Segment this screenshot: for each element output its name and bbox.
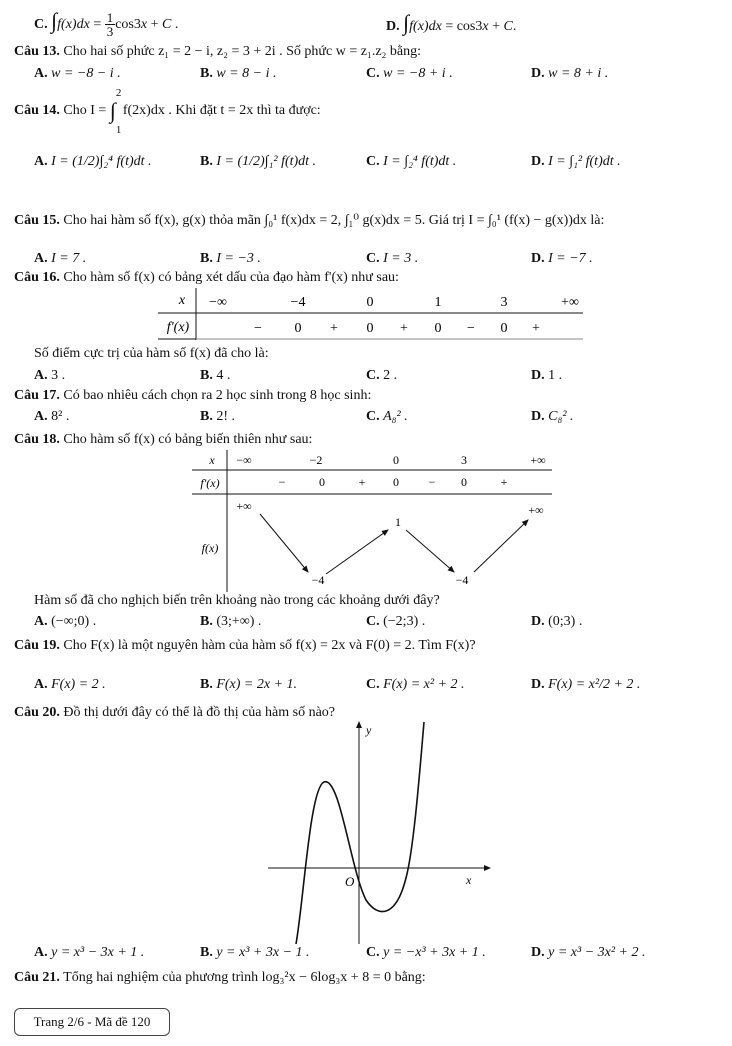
q16-option-a: A. 3 . [34, 368, 66, 383]
q13-option-b: B. w = 8 − i . [200, 66, 277, 81]
q16-option-d: D. 1 . [531, 368, 563, 383]
question-14 [14, 87, 321, 136]
q12-option-d: D. ∫f(x)dx = cos3x + C. [386, 10, 517, 35]
q16-option-c: C. 2 . [366, 368, 398, 383]
q18-option-a: A. (−∞;0) . [34, 614, 97, 629]
sign-value: + [400, 321, 408, 336]
question-text: Cho hàm số f(x) có bảng biến thiên như sau: [63, 432, 313, 447]
page-footer [14, 1008, 170, 1036]
q15-option-a: A. I = 7 . [34, 251, 87, 266]
question-text: Có bao nhiêu cách chọn ra 2 học sinh trong 8 học sinh: [63, 388, 372, 403]
question-19 [14, 638, 476, 654]
q15-option-c: C. I = 3 . [366, 251, 419, 266]
q14-option-a: A. I = (1/2)∫₂⁴ f(t)dt . [34, 154, 152, 169]
q19-option-b: B. F(x) = 2x + 1. [200, 677, 298, 692]
question-text-pre: Cho I = [63, 103, 107, 119]
question-16-sub: Số điểm cực trị của hàm số f(x) đã cho là: [34, 346, 269, 361]
table-f-label: f(x) [201, 541, 219, 555]
q20-option-a: A. y = x³ − 3x + 1 . [34, 945, 145, 960]
sign-value: 0 [434, 321, 442, 336]
q17-option-d: D. C₈² . [531, 409, 574, 424]
sign-value: + [358, 475, 366, 489]
question-18-sub: Hàm số đã cho nghịch biến trên khoảng nào trong các khoảng dưới đây? [34, 593, 440, 608]
q14-option-c: C. I = ∫₂⁴ f(t)dt . [366, 154, 457, 169]
graph-origin-label: O [345, 874, 355, 889]
x-value: −∞ [209, 295, 227, 310]
x-value: +∞ [530, 453, 546, 467]
f-value: +∞ [236, 499, 252, 513]
sign-value: − [467, 321, 475, 336]
x-value: 3 [461, 453, 467, 467]
question-text: Tổng hai nghiệm của phương trình log₃²x − 6log₃x + 8 = 0 bằng: [63, 970, 426, 985]
sign-value: + [500, 475, 508, 489]
sign-value: − [428, 475, 436, 489]
question-text: Đồ thị dưới đây có thể là đồ thị của hàm số nào? [63, 705, 335, 720]
option-key: C. [34, 17, 48, 32]
sign-value: − [278, 475, 286, 489]
question-label: Câu 15. [14, 213, 60, 228]
question-text: Cho hàm số f(x) có bảng xét dấu của đạo hàm f'(x) như sau: [63, 270, 399, 285]
integral-symbol: ∫ 2 1 [109, 87, 122, 136]
cubic-curve [296, 722, 424, 944]
question-15 [14, 212, 604, 229]
sign-value: 0 [393, 475, 399, 489]
variation-arrow [474, 520, 528, 572]
sign-value: 0 [366, 321, 374, 336]
option-key: D. [386, 19, 400, 34]
variation-arrow [326, 530, 388, 574]
q17-option-a: A. 8² . [34, 409, 70, 424]
q19-option-a: A. F(x) = 2 . [34, 677, 106, 692]
question-label: Câu 18. [14, 432, 60, 447]
question-21 [14, 970, 426, 986]
x-value: 0 [366, 295, 374, 310]
x-value: 1 [434, 295, 442, 310]
x-value: −2 [309, 453, 323, 467]
x-value: −4 [290, 295, 306, 310]
graph-x-label: x [466, 873, 472, 887]
q13-option-a: A. w = −8 − i . [34, 66, 121, 81]
question-label: Câu 13. [14, 44, 60, 59]
x-value: +∞ [561, 295, 579, 310]
question-text: Cho hai hàm số f(x), g(x) thỏa mãn ∫₀¹ f(x)dx = 2, ∫₁⁰ g(x)dx = 5. Giá trị I = ∫₀¹ (f(x) − g(x))dx là: [63, 213, 605, 228]
sign-table [158, 288, 588, 340]
variation-arrow [260, 514, 308, 572]
q20-option-b: B. y = x³ + 3x − 1 . [200, 945, 310, 960]
f-value: +∞ [528, 503, 544, 517]
question-label: Câu 19. [14, 638, 60, 653]
table-x-label: x [209, 453, 215, 467]
q20-option-d: D. y = x³ − 3x² + 2 . [531, 945, 646, 960]
question-text: Cho hai số phức z₁ = 2 − i, z₂ = 3 + 2i . Số phức w = z₁.z₂ bằng: [63, 44, 422, 59]
question-text: Cho F(x) là một nguyên hàm của hàm số f(x) = 2x và F(0) = 2. Tìm F(x)? [63, 638, 476, 653]
sign-value: 0 [319, 475, 325, 489]
sign-value: + [532, 321, 540, 336]
table-fp-label: f'(x) [166, 320, 190, 335]
variation-table [192, 450, 554, 592]
question-16 [14, 270, 399, 286]
question-label: Câu 20. [14, 705, 60, 720]
question-label: Câu 16. [14, 270, 60, 285]
q14-option-b: B. I = (1/2)∫₁² f(t)dt . [200, 154, 317, 169]
q19-option-c: C. F(x) = x² + 2 . [366, 677, 465, 692]
q19-option-d: D. F(x) = x²/2 + 2 . [531, 677, 641, 692]
q17-option-b: B. 2! . [200, 409, 236, 424]
f-value: −4 [455, 573, 469, 587]
footer-text: Trang 2/6 - Mã đề 120 [33, 1014, 151, 1029]
question-13 [14, 44, 421, 60]
variation-arrow [406, 530, 454, 572]
q14-option-d: D. I = ∫₁² f(t)dt . [531, 154, 621, 169]
q15-option-d: D. I = −7 . [531, 251, 593, 266]
x-value: 3 [500, 295, 508, 310]
q18-option-d: D. (0;3) . [531, 614, 583, 629]
q13-option-d: D. w = 8 + i . [531, 66, 609, 81]
question-18 [14, 432, 312, 448]
x-value: −∞ [236, 453, 252, 467]
sign-value: 0 [294, 321, 302, 336]
sign-value: 0 [461, 475, 467, 489]
question-label: Câu 17. [14, 388, 60, 403]
table-x-label: x [178, 293, 186, 308]
q16-option-b: B. 4 . [200, 368, 231, 383]
question-17 [14, 388, 371, 404]
sign-value: + [330, 321, 338, 336]
sign-value: − [254, 321, 262, 336]
question-text-post: f(2x)dx . Khi đặt t = 2x thì ta được: [122, 103, 321, 119]
q15-option-b: B. I = −3 . [200, 251, 261, 266]
graph-y-label: y [366, 723, 372, 737]
q18-option-c: C. (−2;3) . [366, 614, 426, 629]
question-label: Câu 14. [14, 103, 60, 119]
sign-value: 0 [500, 321, 508, 336]
q20-option-c: C. y = −x³ + 3x + 1 . [366, 945, 486, 960]
q17-option-c: C. A₈² . [366, 409, 408, 424]
function-graph [262, 718, 492, 946]
x-value: 0 [393, 453, 399, 467]
q13-option-c: C. w = −8 + i . [366, 66, 453, 81]
q12-option-c: C. ∫f(x)dx = $\frac{1}{3}$ cos3x + C . [34, 8, 179, 40]
question-label: Câu 21. [14, 970, 60, 985]
q18-option-b: B. (3;+∞) . [200, 614, 262, 629]
f-value: 1 [395, 515, 401, 529]
table-fp-label: f'(x) [200, 476, 220, 490]
f-value: −4 [311, 573, 325, 587]
